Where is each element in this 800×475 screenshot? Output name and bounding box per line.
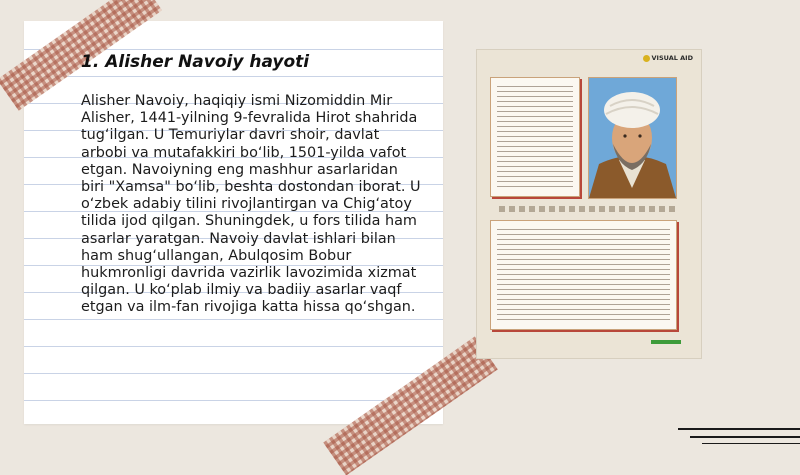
visual-aid-badge (643, 54, 694, 62)
slide-body-text: Alisher Navoiy, haqiqiy ismi Nizomiddin Mir Alisher, 1441-yilning 9-fevralida Hirot shahrida tug‘ilgan. U Temuriylar davri shoir, davlat arbobi va mutafakkiri bo‘lib, 1501-yilda vafot etgan. Navoiyning eng mashhur asarlaridan biri "Xamsa" bo‘lib, beshta dostondan iborat. U o‘zbek adabiy tilini rivojlantirgan va Chig‘atoy tilida ijod qilgan. Shuningdek, u fors tilida ham asarlar yaratgan. Navoiy davlat ishlari bilan ham shug‘ullangan, Abulqosim Bobur hukmronligi davrida vazirlik lavozimida xizmat qilgan. U ko‘plab ilmiy va badiiy asarlar vaqf etgan va ilm-fan rivojiga katta hissa qo‘shgan. (81, 93, 421, 316)
slide-title: 1. Alisher Navoiy hayoti (81, 52, 310, 72)
decorative-line (702, 443, 800, 444)
book-header (477, 50, 701, 70)
decorative-line (678, 428, 800, 430)
text-panel-bottom (490, 220, 677, 330)
text-lines (497, 86, 573, 190)
textbook-page-image (476, 49, 702, 359)
text-panel-top (490, 77, 580, 197)
portrait-illustration (589, 78, 676, 198)
badge-icon (643, 55, 650, 62)
decorative-line (690, 436, 800, 438)
navoiy-portrait (588, 77, 677, 199)
text-lines (497, 229, 670, 323)
badge-label: VISUAL AID (651, 54, 693, 62)
page-marker (651, 340, 681, 344)
ornament-divider (499, 206, 679, 212)
